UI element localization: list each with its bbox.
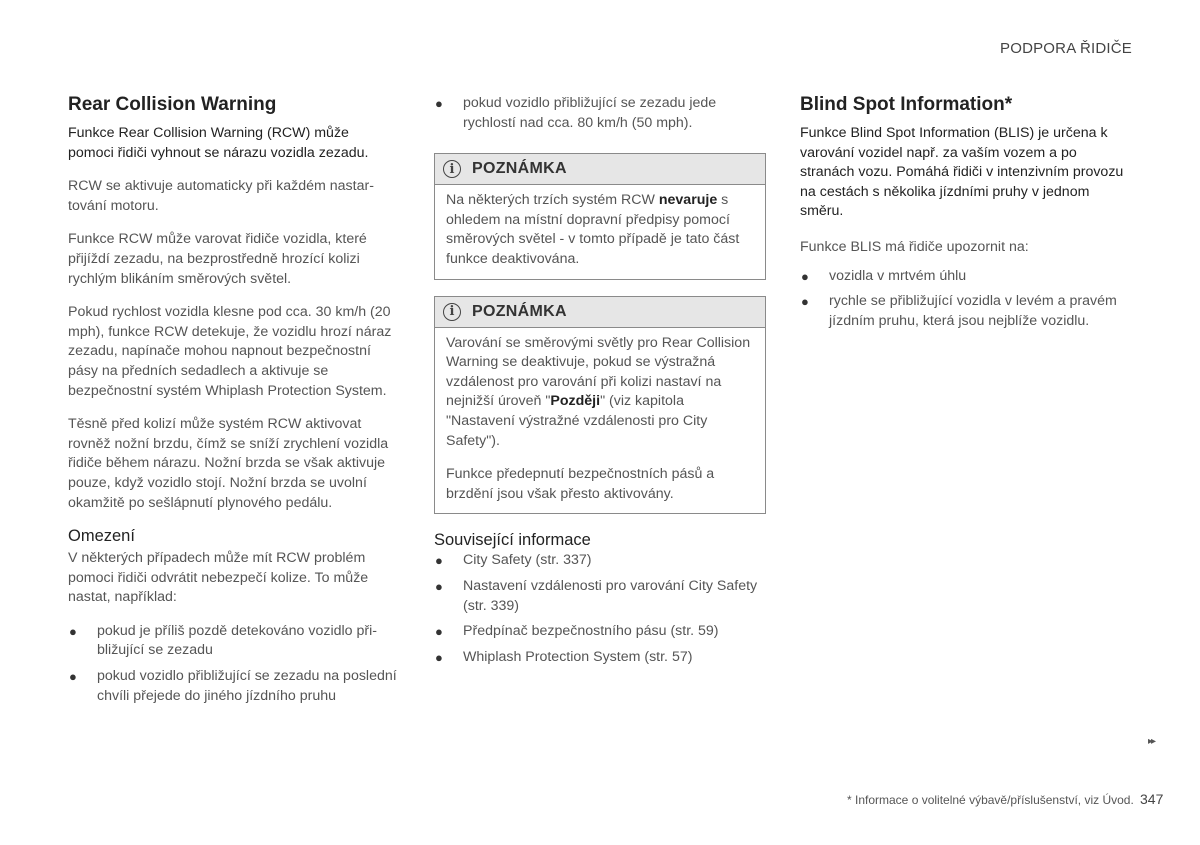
footnote: * Informace o volitelné výbavě/příslušenství, viz Úvod.	[847, 793, 1134, 807]
list-item-text: pokud vozidlo přibližující se zezadu jede rychlostí nad cca. 80 km/h (50 mph).	[463, 95, 717, 131]
note-text-bold: Později	[550, 393, 601, 410]
section-header: PODPORA ŘIDIČE	[1000, 40, 1132, 57]
related-link-text[interactable]: Nastavení vzdálenosti pro varování City Safety (str. 339)	[463, 577, 758, 614]
note-text-part: s ohledem na místní dopravní předpisy pomocí směrových světel - v tomto případě je tato část funkce deaktivována.	[446, 192, 740, 267]
list-item-text: pokud vozidlo přibližující se zezadu na poslední chvíli přejede do jiného jízdního pruhu	[97, 668, 397, 704]
note-text-2: Funkce předepnutí bezpečnostních pásů a brzdění jsou však přesto aktivovány.	[446, 466, 715, 502]
related-info-title: Související informace	[434, 531, 591, 550]
list-item	[434, 94, 766, 133]
blis-title: Blind Spot Information*	[800, 94, 1013, 115]
note-header	[435, 154, 765, 185]
list-item	[68, 667, 398, 706]
note-text-part: Na některých trzích systém RCW	[446, 192, 659, 209]
limitations-paragraph: V některých případech může mít RCW problém pomoci řidiči odvrátit nebezpečí kolize. To může nastat, například:	[68, 550, 369, 606]
related-link[interactable]	[434, 622, 766, 642]
bullet-icon: ●	[435, 96, 443, 111]
rcw-paragraph-1: RCW se aktivuje automaticky při každém nastartování motoru.	[68, 178, 374, 214]
note-text-part: " (viz kapitola "Nastavení výstražné vzdálenosti pro City Safety").	[446, 393, 708, 449]
note-box-2	[434, 296, 766, 515]
related-link[interactable]	[434, 551, 766, 571]
related-link-text[interactable]: Whiplash Protection System (str. 57)	[463, 648, 693, 665]
column-middle	[434, 94, 766, 667]
bullet-icon: ●	[69, 623, 77, 639]
list-item	[68, 622, 398, 661]
note-title: POZNÁMKA	[472, 160, 567, 178]
blis-list	[800, 267, 1135, 332]
note-text	[446, 191, 754, 269]
bullet-icon: ●	[435, 649, 443, 665]
note-text-part: Varování se směrovými světly pro Rear Collision Warning se deaktivuje, pokud se výstražná vzdálenost pro varování při kolizi nastaví na nejnižší úroveň "	[446, 334, 751, 410]
bullet-icon: ●	[435, 553, 443, 569]
related-link-text[interactable]: Předpínač bezpečnostního pásu (str. 59)	[463, 623, 719, 640]
related-link-text[interactable]: City Safety (str. 337)	[463, 552, 592, 569]
info-icon: i	[443, 160, 461, 178]
list-item-text: rychle se přibližující vozidla v levém a pravém jízdním pruhu, která jsou nejblíže vozidlu.	[829, 293, 1117, 329]
rcw-paragraph-4: Těsně před kolizí může systém RCW aktivovat rovněž nožní brzdu, čímž se sníží zrychlení vozidla řidiče během nárazu. Nožní brzda se však aktivuje pouze, když vozidlo stojí. Nožní brzda se uvolní okamžitě po sešlápnutí plynového pedálu.	[68, 416, 389, 511]
list-item	[800, 267, 1135, 287]
related-link[interactable]	[434, 648, 766, 668]
note-body	[435, 185, 765, 278]
note-box-1	[434, 153, 766, 279]
bullet-icon: ●	[69, 669, 77, 685]
bullet-icon: ●	[435, 624, 443, 640]
list-item	[800, 292, 1135, 331]
limitations-subtitle: Omezení	[68, 527, 135, 546]
blis-lead: Funkce Blind Spot Information (BLIS) je určena k varování vozidel např. za vaším vozem a po stranách vozu. Pomáhá řidiči v intenzivním provozu na cestách s několika jízdními pruhy v jednom směru.	[800, 125, 1124, 220]
note-title: POZNÁMKA	[472, 302, 567, 320]
list-item-text: vozidla v mrtvém úhlu	[829, 267, 967, 284]
page-number: 347	[1140, 791, 1164, 807]
bullet-icon: ●	[435, 578, 443, 594]
note-text-bold: nevaruje	[658, 192, 718, 209]
note-header	[435, 297, 765, 328]
bullet-icon: ●	[801, 268, 809, 284]
info-icon: i	[443, 303, 461, 321]
column-right	[800, 92, 1135, 331]
continue-arrow-icon: ▸▸	[1148, 736, 1155, 747]
limitations-list-continued	[434, 94, 766, 133]
note-body	[435, 328, 765, 514]
rcw-paragraph-3: Pokud rychlost vozidla klesne pod cca. 30 km/h (20 mph), funkce RCW detekuje, že vozidlu hrozí náraz zezadu, napínače mohou napnout bezpečnostní pásy na předních sedadlech a aktivuje se bezpečnostní systém Whiplash Protection System.	[68, 304, 392, 399]
blis-paragraph: Funkce BLIS má řidiče upozornit na:	[800, 238, 1029, 255]
related-info-list	[434, 551, 766, 667]
rcw-paragraph-2: Funkce RCW může varovat řidiče vozidla, které přijíždí zezadu, na bezprostředně hrozící kolizi rychlým blikáním směrových světel.	[68, 231, 367, 287]
rcw-title: Rear Collision Warning	[68, 94, 277, 115]
list-item-text: pokud je příliš pozdě detekováno vozidlo přibližující se zezadu	[97, 622, 377, 659]
related-link[interactable]	[434, 577, 766, 616]
column-left	[68, 92, 398, 706]
note-text	[446, 334, 754, 452]
limitations-list	[68, 622, 398, 706]
rcw-lead: Funkce Rear Collision Warning (RCW) může pomoci řidiči vyhnout se nárazu vozidla zezadu.	[68, 125, 369, 161]
bullet-icon: ●	[801, 294, 809, 310]
